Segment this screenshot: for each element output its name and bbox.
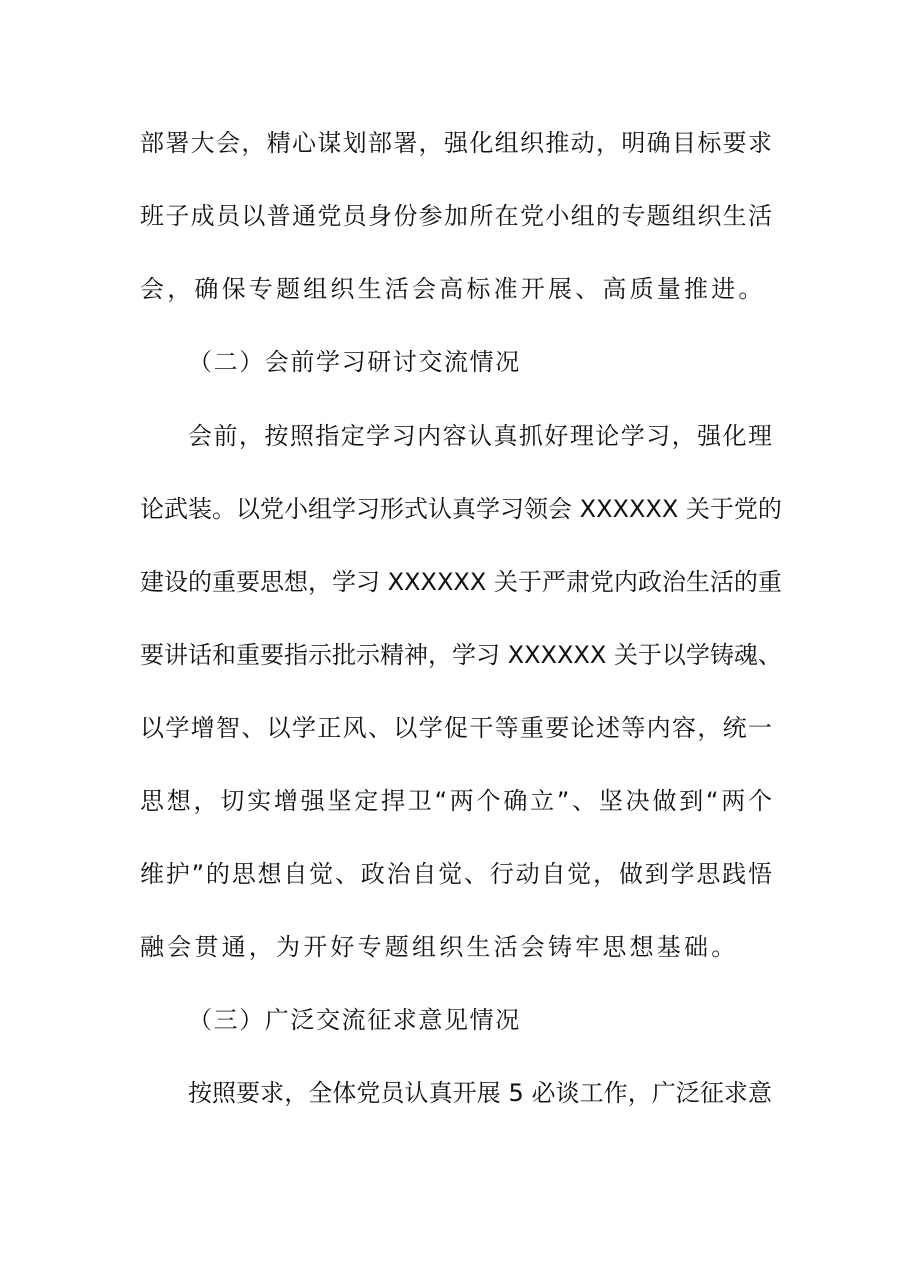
paragraph-2-line-4: 要讲话和重要指示批示精神，学习 XXXXXX 关于以学铸魂、 [140,641,782,669]
paragraph-2-line-6: 思想，切实增强坚定捍卫“两个确立”、坚决做到“两个 [140,787,772,815]
paragraph-3-line-1: 按照要求，全体党员认真开展 5 必谈工作，广泛征求意 [188,1079,772,1107]
paragraph-2-line-7: 维护”的思想自觉、政治自觉、行动自觉，做到学思践悟 [140,860,772,888]
section-heading-2: （二）会前学习研讨交流情况 [188,348,521,376]
paragraph-1-line-3: 会，确保专题组织生活会高标准开展、高质量推进。 [140,275,766,303]
paragraph-2-line-8: 融会贯通，为开好专题组织生活会铸牢思想基础。 [140,933,739,961]
paragraph-2-line-2: 论武装。以党小组学习形式认真学习领会 XXXXXX 关于党的 [140,495,782,523]
paragraph-1-line-1: 部署大会，精心谋划部署，强化组织推动，明确目标要求 [140,129,772,157]
paragraph-2-line-5: 以学增智、以学正风、以学促干等重要论述等内容，统一 [140,714,772,742]
section-heading-3: （三）广泛交流征求意见情况 [188,1006,521,1034]
paragraph-1-line-2: 班子成员以普通党员身份参加所在党小组的专题组织生活 [140,202,772,230]
paragraph-2-line-3: 建设的重要思想，学习 XXXXXX 关于严肃党内政治生活的重 [140,568,782,596]
paragraph-2-line-1: 会前，按照指定学习内容认真抓好理论学习，强化理 [188,422,772,450]
